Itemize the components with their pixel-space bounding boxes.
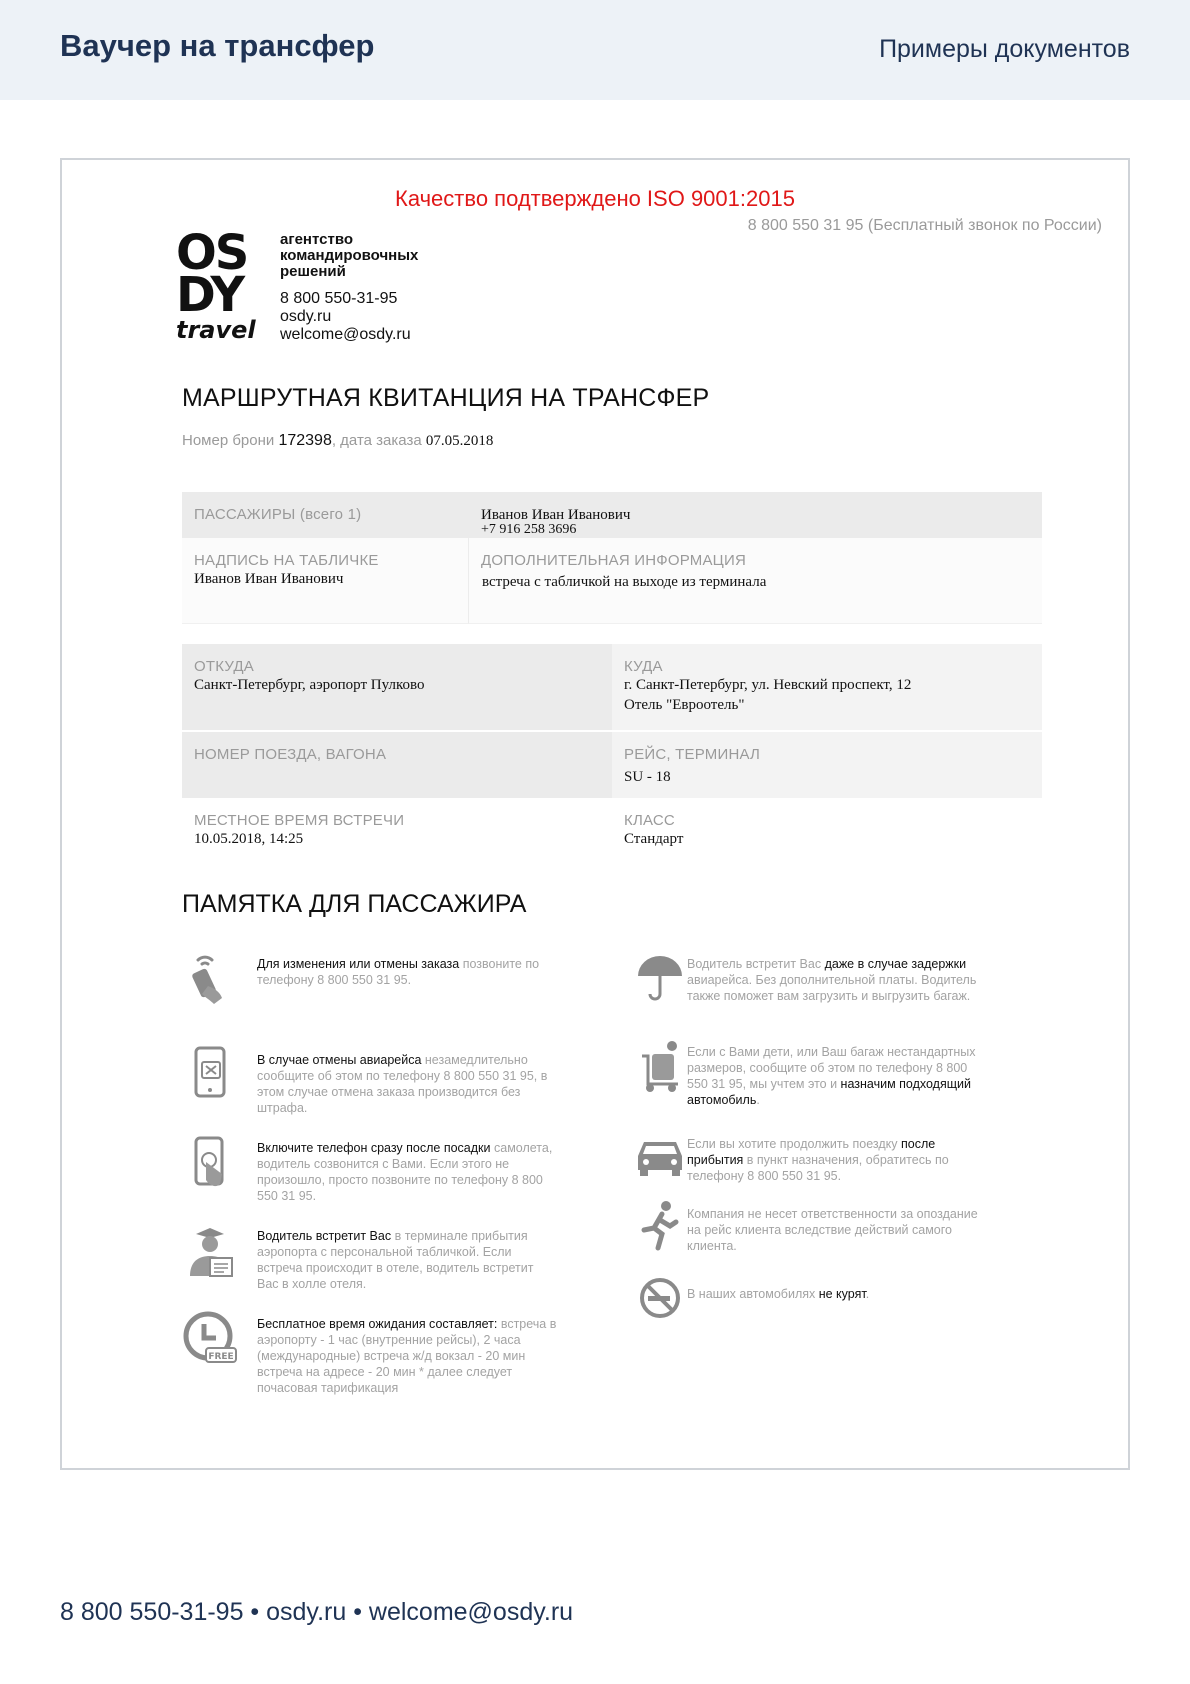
tip-left-4-text: в терминале прибытия аэропорта с персональной табличкой. Если встреча происходит в отеле, водитель встретит Вас в холле отеля.	[257, 1229, 534, 1291]
extra-info-cell	[469, 538, 1042, 624]
tip-left-5-strong: Бесплатное время ожидания составляет:	[257, 1317, 498, 1331]
umbrella-icon	[632, 950, 688, 1006]
tip-left-3-strong: Включите телефон сразу после посадки	[257, 1141, 491, 1155]
tip-right-3-text: в пункт назначения, обратитесь по телефону 8 800 550 31 95.	[687, 1153, 949, 1183]
car-icon	[632, 1126, 688, 1182]
flight-value: SU - 18	[624, 769, 671, 785]
class-label: КЛАСС	[624, 812, 675, 829]
booking-label: Номер брони	[182, 432, 275, 449]
tip-left-1-text: позвоните по телефону 8 800 550 31 95.	[257, 957, 540, 987]
sign-value: Иванов Иван Иванович	[194, 571, 344, 587]
flight-cell	[612, 732, 1042, 798]
tip-left-4	[257, 1228, 557, 1292]
no-smoking-icon	[632, 1270, 688, 1326]
examples-link[interactable]: Примеры документов	[879, 35, 1130, 63]
from-cell	[182, 644, 612, 730]
passenger-name: Иванов Иван Иванович	[481, 507, 631, 523]
booking-info	[182, 432, 493, 450]
meet-time-label: МЕСТНОЕ ВРЕМЯ ВСТРЕЧИ	[194, 812, 405, 829]
agency-email: welcome@osdy.ru	[280, 326, 411, 343]
tip-left-3	[257, 1140, 557, 1204]
tip-right-3	[687, 1136, 987, 1184]
luggage-cart-icon	[632, 1038, 688, 1094]
passengers-label: ПАССАЖИРЫ (всего 1)	[194, 506, 362, 523]
tip-right-1-strong: даже в случае задержки	[824, 957, 967, 971]
sign-label: НАДПИСЬ НА ТАБЛИЧКЕ	[194, 552, 379, 569]
voucher-document	[60, 158, 1130, 1470]
train-label: НОМЕР ПОЕЗДА, ВАГОНА	[194, 746, 387, 763]
order-date: 07.05.2018	[425, 433, 494, 449]
tip-left-4-strong: Водитель встретит Вас	[257, 1229, 392, 1243]
iso-quality-note: Качество подтверждено ISO 9001:2015	[395, 186, 795, 211]
memo-title: ПАМЯТКА ДЛЯ ПАССАЖИРА	[182, 890, 527, 918]
tip-left-5-text: встреча в аэропорту - 1 час (внутренние рейсы), 2 часа (международные) встреча ж/д вокзал - 20 мин встреча на адресе - 20 мин * далее следует почасовая тарификация	[257, 1317, 557, 1395]
tip-right-2-text: .	[756, 1093, 760, 1107]
tip-right-1-lead: Водитель встретит Вас	[687, 957, 825, 971]
sign-cell	[182, 538, 469, 624]
tip-left-2-strong: В случае отмены авиарейса	[257, 1053, 422, 1067]
passenger-phone: +7 916 258 3696	[481, 522, 577, 537]
booking-number: 172398	[278, 432, 332, 449]
tip-right-2	[687, 1044, 987, 1108]
tip-left-3-text: самолета, водитель созвонится с Вами. Если этого не произошло, просто позвоните по телефону 8 800 550 31 95.	[257, 1141, 553, 1203]
footer-contacts: 8 800 550-31-95 • osdy.ru • welcome@osdy.ru	[60, 1598, 574, 1626]
extra-info-label: ДОПОЛНИТЕЛЬНАЯ ИНФОРМАЦИЯ	[481, 552, 746, 569]
tip-right-5-text: .	[865, 1287, 870, 1301]
order-date-label: , дата заказа	[331, 432, 422, 449]
tip-right-1-text: авиарейса. Без дополнительной платы. Водитель также поможет вам загрузить и выгрузить багаж.	[687, 973, 977, 1003]
svg-text:FREE: FREE	[208, 1352, 234, 1362]
from-label: ОТКУДА	[194, 658, 254, 675]
from-value: Санкт-Петербург, аэропорт Пулково	[194, 677, 425, 693]
to-hotel: Отель "Евроотель"	[624, 697, 745, 713]
meet-time-cell	[182, 798, 612, 864]
free-clock-icon	[182, 1310, 238, 1366]
agency-site: osdy.ru	[280, 308, 332, 325]
to-cell	[612, 644, 1042, 730]
running-man-icon	[632, 1198, 688, 1254]
tip-right-5-lead: В наших автомобилях	[687, 1287, 819, 1301]
logo-line-2: DY	[176, 267, 244, 323]
tip-right-4	[687, 1206, 987, 1254]
driver-icon	[182, 1224, 238, 1280]
flight-label: РЕЙС, ТЕРМИНАЛ	[624, 746, 761, 763]
document-title: МАРШРУТНАЯ КВИТАНЦИЯ НА ТРАНСФЕР	[182, 384, 710, 412]
tip-right-3-strong: после прибытия	[687, 1137, 936, 1167]
passengers-row	[182, 492, 1042, 538]
tip-right-2-strong: назначим подходящий автомобиль	[687, 1077, 971, 1107]
tip-left-1-strong: Для изменения или отмены заказа	[257, 957, 460, 971]
tip-left-2-text: незамедлительно сообщите об этом по телефону 8 800 550 31 95, в этом случае отмена заказа производится без штрафа.	[257, 1053, 548, 1115]
header-bar	[0, 0, 1190, 100]
tip-right-5-strong: не курят	[818, 1287, 866, 1301]
train-cell	[182, 732, 612, 798]
phone-touch-icon	[182, 1136, 238, 1192]
logo-line-3: travel	[176, 316, 256, 344]
phone-cancel-icon	[182, 1044, 238, 1100]
page-title: Ваучер на трансфер	[60, 28, 375, 63]
logo-line-1: OS	[176, 225, 248, 281]
tip-left-1	[257, 956, 557, 988]
agency-tagline: агентство командировочных решений	[280, 231, 419, 280]
tip-left-2	[257, 1052, 557, 1116]
free-call-phone: 8 800 550 31 95 (Бесплатный звонок по России)	[747, 217, 1102, 234]
extra-info-value: встреча с табличкой на выходе из терминала	[482, 574, 767, 590]
tip-left-5	[257, 1316, 557, 1396]
tip-right-5	[687, 1286, 987, 1302]
tip-right-3-lead: Если вы хотите продолжить поездку	[687, 1137, 901, 1151]
class-value: Стандарт	[624, 831, 684, 847]
tip-right-1	[687, 956, 987, 1004]
meet-time-value: 10.05.2018, 14:25	[194, 831, 304, 847]
agency-phone: 8 800 550-31-95	[280, 290, 398, 307]
to-label: КУДА	[624, 658, 663, 675]
tip-right-4-lead: Компания не несет ответственности за опоздание на рейс клиента вследствие действий самого клиента.	[687, 1207, 978, 1253]
class-cell	[612, 798, 1042, 864]
phone-hand-icon	[182, 952, 238, 1008]
tip-right-2-lead: Если с Вами дети, или Ваш багаж нестандартных размеров, сообщите об этом по телефону 8 800 550 31 95, мы учтем это и	[687, 1045, 976, 1091]
to-address: г. Санкт-Петербург, ул. Невский проспект, 12	[624, 677, 912, 693]
osdy-logo	[176, 225, 266, 350]
agency-block	[280, 232, 480, 344]
